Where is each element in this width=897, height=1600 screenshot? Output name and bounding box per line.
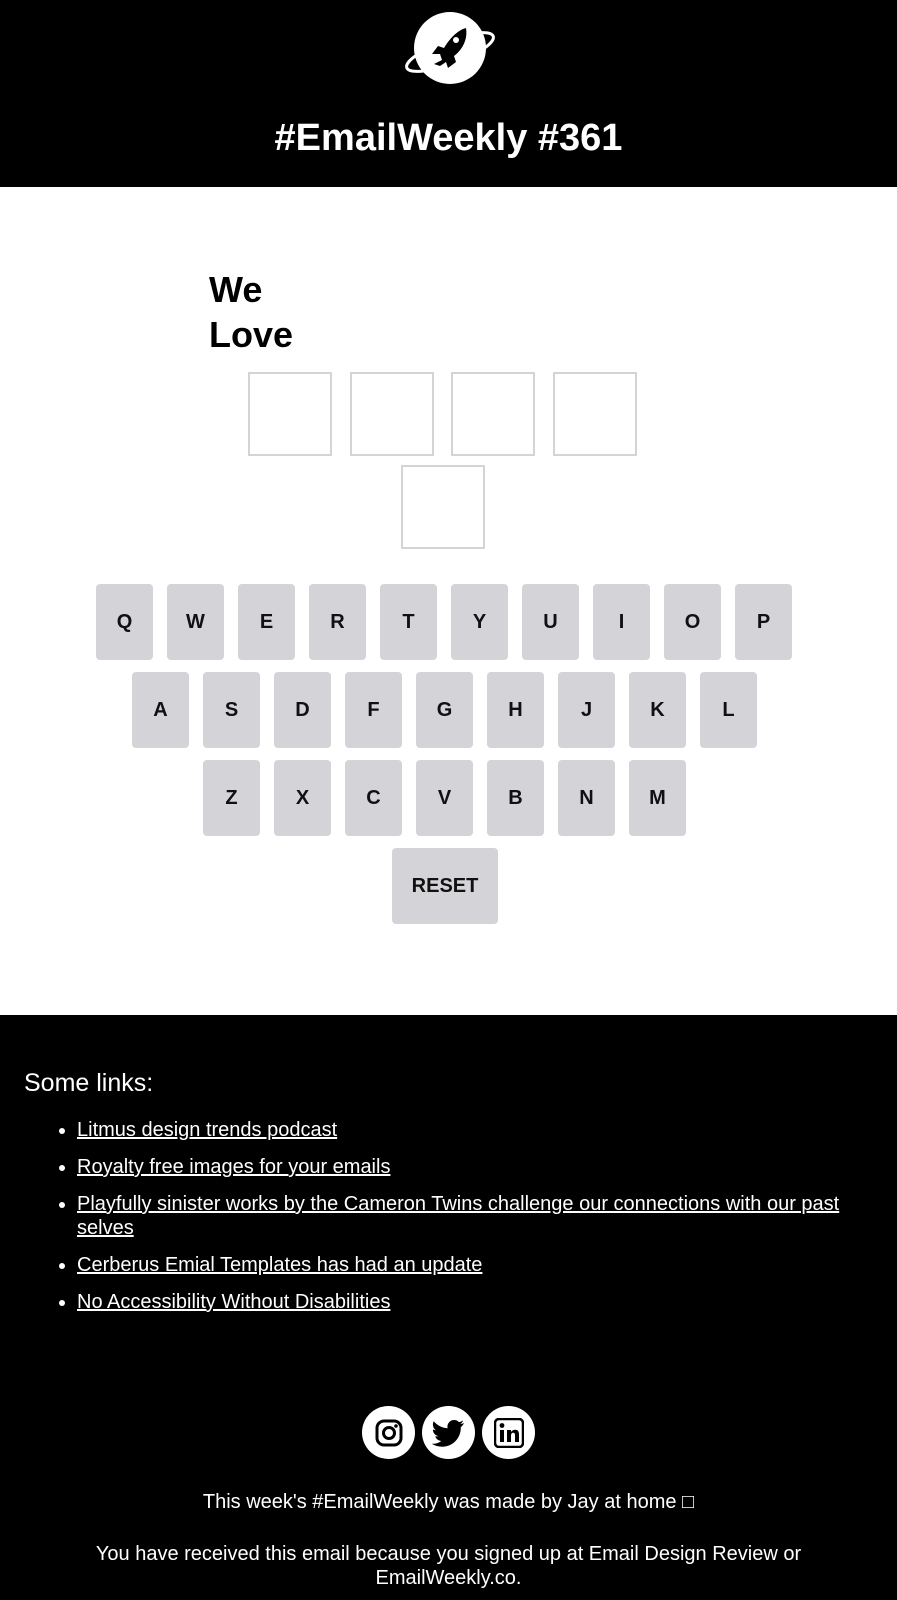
list-item [77,1155,864,1179]
link-cerberus-templates[interactable]: Cerberus Emial Templates has had an update [77,1254,483,1276]
key-u[interactable]: U [522,584,579,660]
word-game [0,187,897,1015]
key-d[interactable]: D [274,672,331,748]
links-heading: Some links: [24,1069,154,1097]
key-o[interactable]: O [664,584,721,660]
answer-slot-1 [248,372,332,456]
linkedin-button[interactable] [482,1406,535,1459]
subscription-notice: You have received this email because you signed up at Email Design Review or EmailWeekly.co. [95,1543,802,1589]
key-w[interactable]: W [167,584,224,660]
link-accessibility[interactable]: No Accessibility Without Disabilities [77,1291,391,1313]
list-item [77,1253,864,1277]
key-e[interactable]: E [238,584,295,660]
key-m[interactable]: M [629,760,686,836]
link-litmus-podcast[interactable]: Litmus design trends podcast [77,1119,338,1141]
key-q[interactable]: Q [96,584,153,660]
twitter-button[interactable] [422,1406,475,1459]
key-x[interactable]: X [274,760,331,836]
answer-slot-5 [401,465,485,549]
link-cameron-twins[interactable]: Playfully sinister works by the Cameron Twins challenge our connections with our past selves [77,1193,840,1239]
list-item [77,1118,864,1142]
newsletter-title: #EmailWeekly #361 [274,117,623,159]
key-s[interactable]: S [203,672,260,748]
twitter-icon [432,1418,466,1448]
list-item [77,1290,864,1314]
key-r[interactable]: R [309,584,366,660]
links-list [24,1118,864,1327]
key-k[interactable]: K [629,672,686,748]
social-links [362,1406,537,1460]
link-royalty-free-images[interactable]: Royalty free images for your emails [77,1156,391,1178]
key-a[interactable]: A [132,672,189,748]
key-n[interactable]: N [558,760,615,836]
answer-slot-2 [350,372,434,456]
key-y[interactable]: Y [451,584,508,660]
list-item [77,1192,864,1240]
heading-line-1: We [209,269,263,310]
answer-slot-3 [451,372,535,456]
linkedin-icon [494,1418,524,1448]
email-header [0,0,897,187]
key-b[interactable]: B [487,760,544,836]
key-z[interactable]: Z [203,760,260,836]
key-v[interactable]: V [416,760,473,836]
key-j[interactable]: J [558,672,615,748]
key-g[interactable]: G [416,672,473,748]
key-p[interactable]: P [735,584,792,660]
key-i[interactable]: I [593,584,650,660]
instagram-button[interactable] [362,1406,415,1459]
credit-text: This week's #EmailWeekly was made by Jay at home □ [202,1491,695,1513]
answer-slot-4 [553,372,637,456]
key-h[interactable]: H [487,672,544,748]
rocket-planet-icon [400,10,500,90]
key-l[interactable]: L [700,672,757,748]
reset-button[interactable]: RESET [392,848,498,924]
game-heading [209,267,409,357]
email-footer [0,1015,897,1600]
key-t[interactable]: T [380,584,437,660]
heading-line-2: Love [209,314,294,355]
key-f[interactable]: F [345,672,402,748]
key-c[interactable]: C [345,760,402,836]
instagram-icon [374,1418,404,1448]
